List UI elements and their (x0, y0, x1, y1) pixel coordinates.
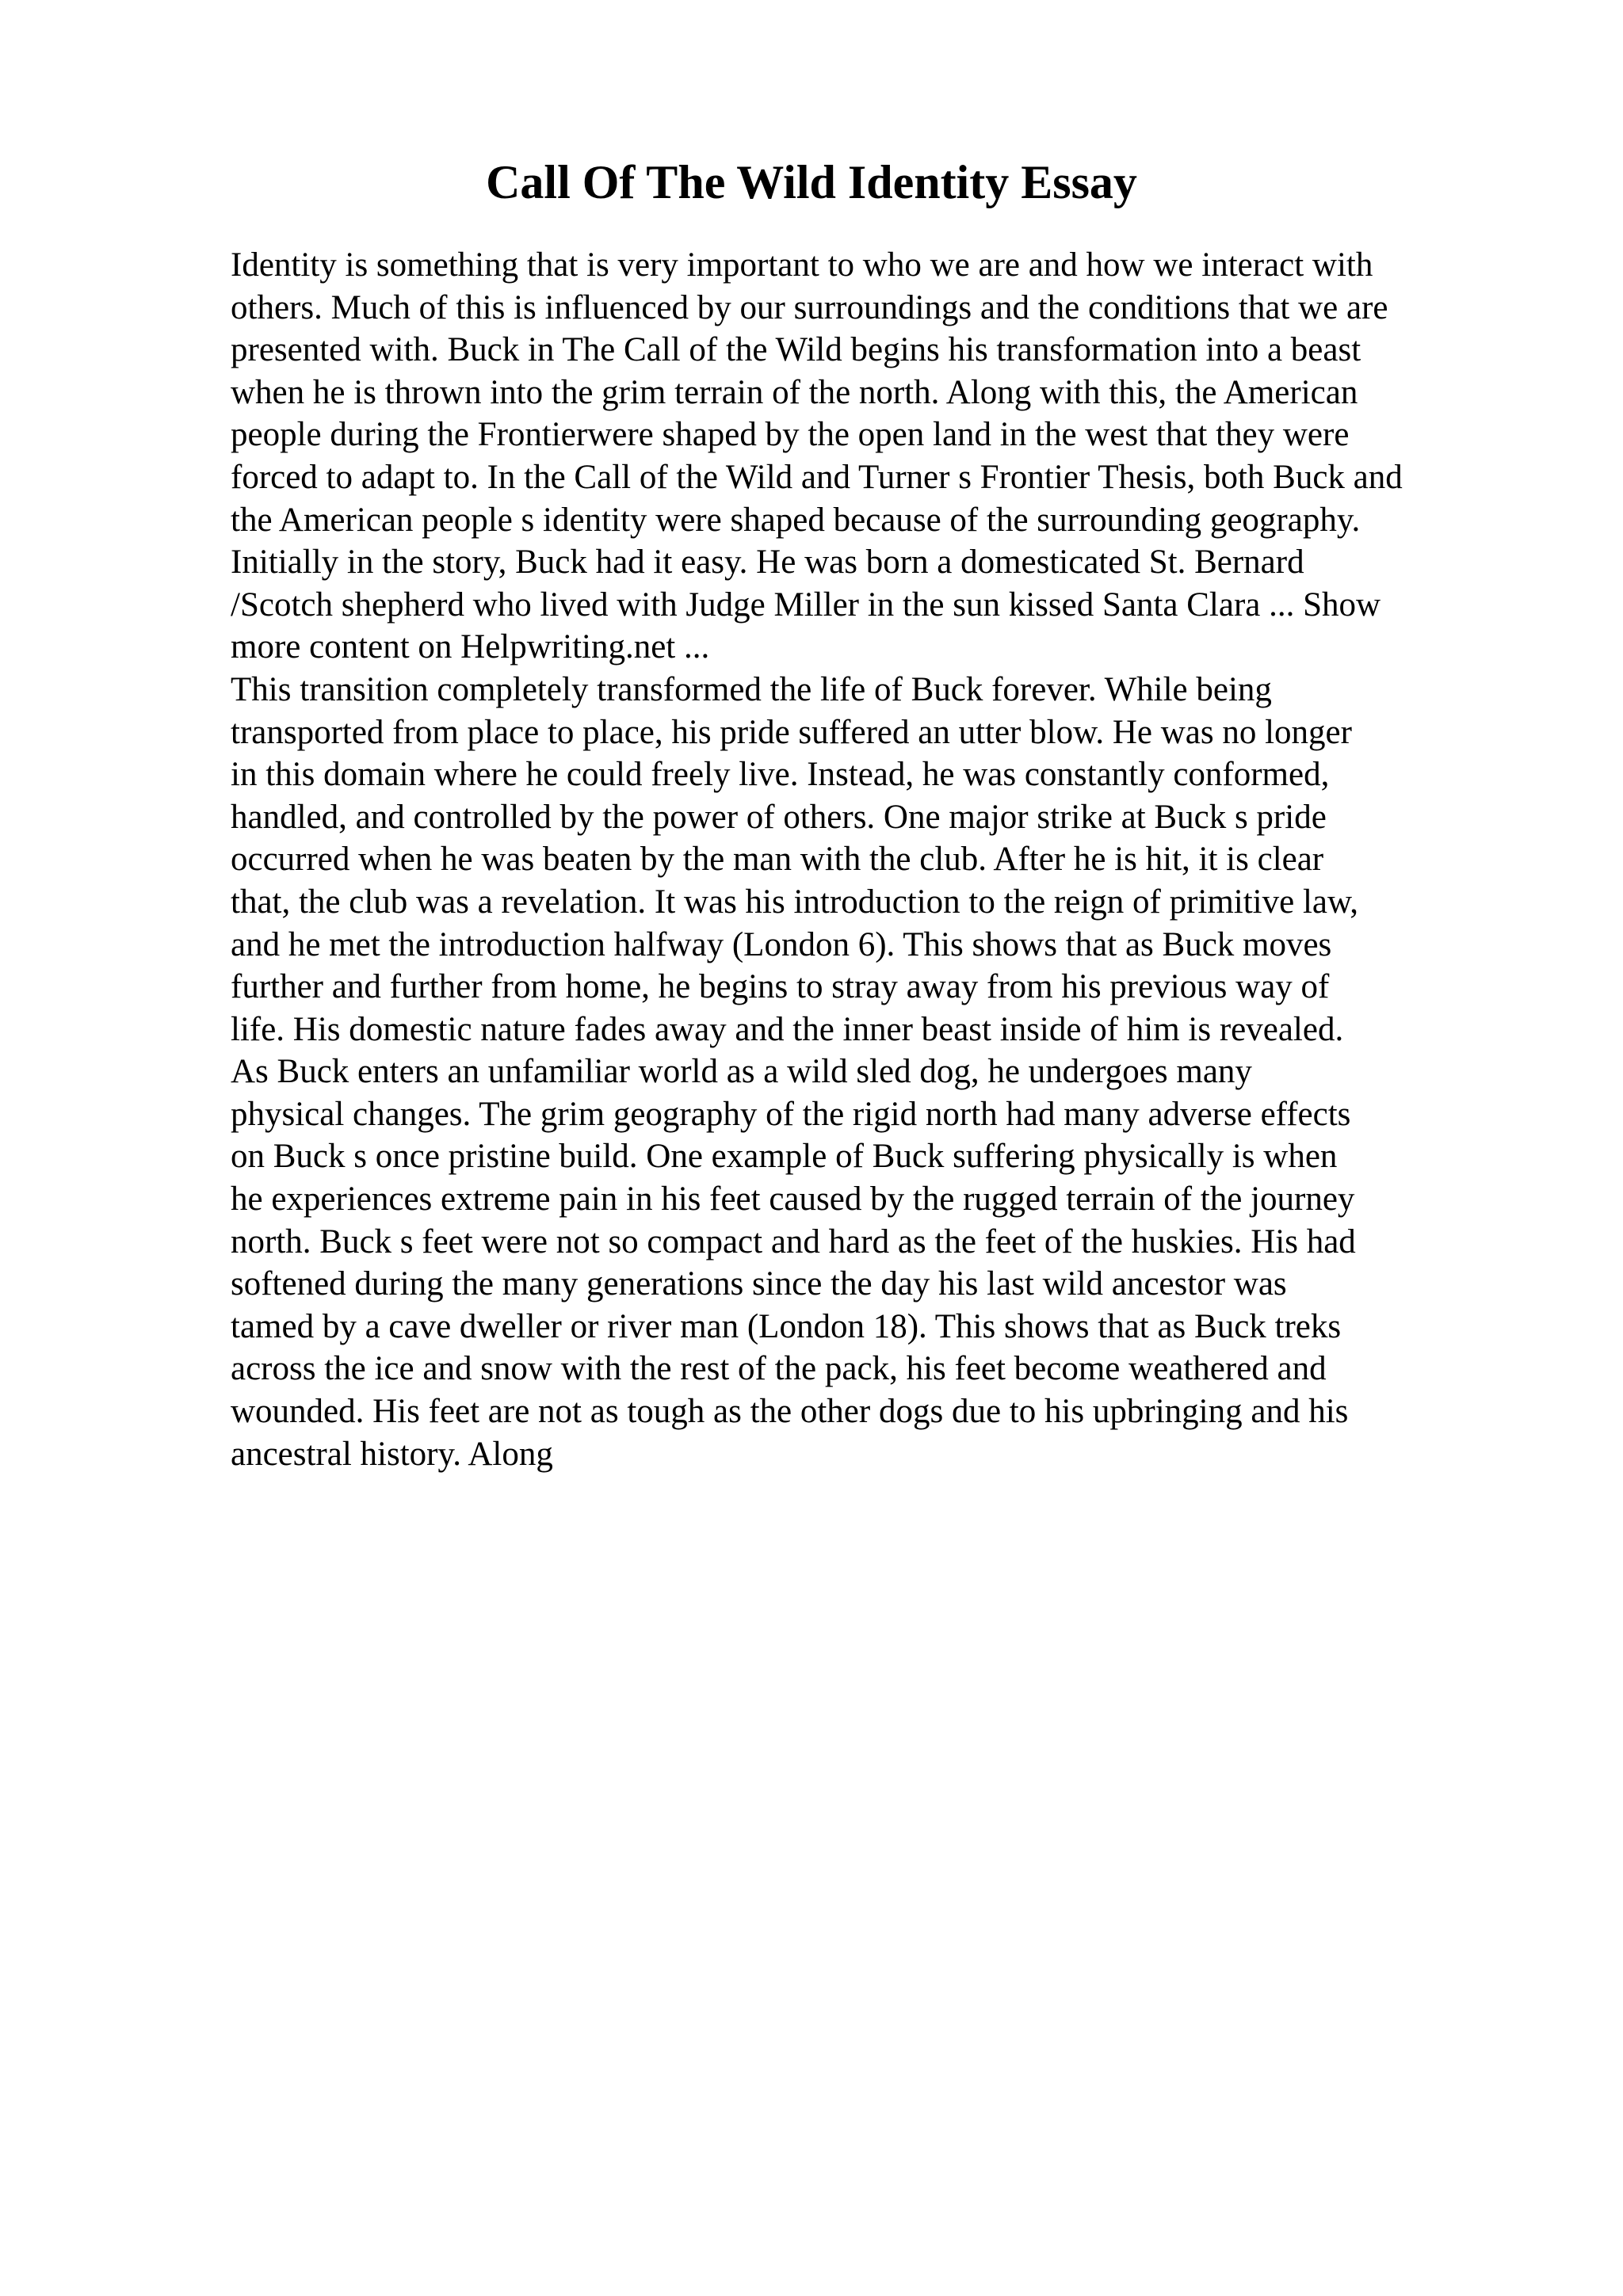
text-line: life. His domestic nature fades away and the inner beast inside of him is revealed. (231, 1010, 1344, 1048)
text-line: occurred when he was beaten by the man with the club. After he is hit, it is clear (231, 841, 1324, 879)
text-line: across the ice and snow with the rest of the pack, his feet become weathered and (231, 1350, 1327, 1388)
text-line: presented with. Buck in The Call of the Wild begins his transformation into a beast (231, 331, 1361, 369)
text-line: As Buck enters an unfamiliar world as a wild sled dog, he undergoes many (231, 1053, 1252, 1091)
text-line: ancestral history. Along (231, 1435, 553, 1473)
text-line: north. Buck s feet were not so compact and hard as the feet of the huskies. His had (231, 1222, 1356, 1261)
text-line: forced to adapt to. In the Call of the Wild and Turner s Frontier Thesis, both Buck and (231, 458, 1403, 496)
text-line: he experiences extreme pain in his feet caused by the rugged terrain of the journey (231, 1180, 1355, 1219)
text-line: further and further from home, he begins to stray away from his previous way of (231, 968, 1330, 1006)
text-line: on Buck s once pristine build. One example of Buck suffering physically is when (231, 1138, 1338, 1176)
text-line: This transition completely transformed the life of Buck forever. While being (231, 670, 1272, 708)
page-title: Call Of The Wild Identity Essay (486, 156, 1137, 208)
text-line: others. Much of this is influenced by our surroundings and the conditions that we are (231, 288, 1388, 326)
text-line: the American people s identity were shaped because of the surrounding geography. (231, 501, 1361, 539)
text-line: /Scotch shepherd who lived with Judge Miller in the sun kissed Santa Clara ... Show (231, 585, 1381, 624)
essay-body (231, 244, 1514, 1475)
text-line: more content on Helpwriting.net ... (231, 628, 710, 666)
text-line: tamed by a cave dweller or river man (London 18). This shows that as Buck treks (231, 1307, 1342, 1345)
text-line: wounded. His feet are not as tough as the other dogs due to his upbringing and his (231, 1393, 1349, 1431)
text-line: in this domain where he could freely live. Instead, he was constantly conformed, (231, 756, 1330, 794)
text-line: Identity is something that is very important to who we are and how we interact with (231, 246, 1373, 284)
text-line: that, the club was a revelation. It was his introduction to the reign of primitive law, (231, 883, 1359, 921)
text-line: softened during the many generations since the day his last wild ancestor was (231, 1265, 1287, 1303)
text-line: and he met the introduction halfway (London 6). This shows that as Buck moves (231, 925, 1332, 963)
text-line: Initially in the story, Buck had it easy. He was born a domesticated St. Bernard (231, 543, 1304, 582)
text-line: people during the Frontierwere shaped by the open land in the west that they were (231, 416, 1350, 454)
text-line: when he is thrown into the grim terrain of the north. Along with this, the American (231, 373, 1358, 411)
text-line: handled, and controlled by the power of others. One major strike at Buck s pride (231, 798, 1327, 836)
text-line: transported from place to place, his pride suffered an utter blow. He was no longer (231, 713, 1352, 751)
text-line: physical changes. The grim geography of the rigid north had many adverse effects (231, 1095, 1351, 1133)
